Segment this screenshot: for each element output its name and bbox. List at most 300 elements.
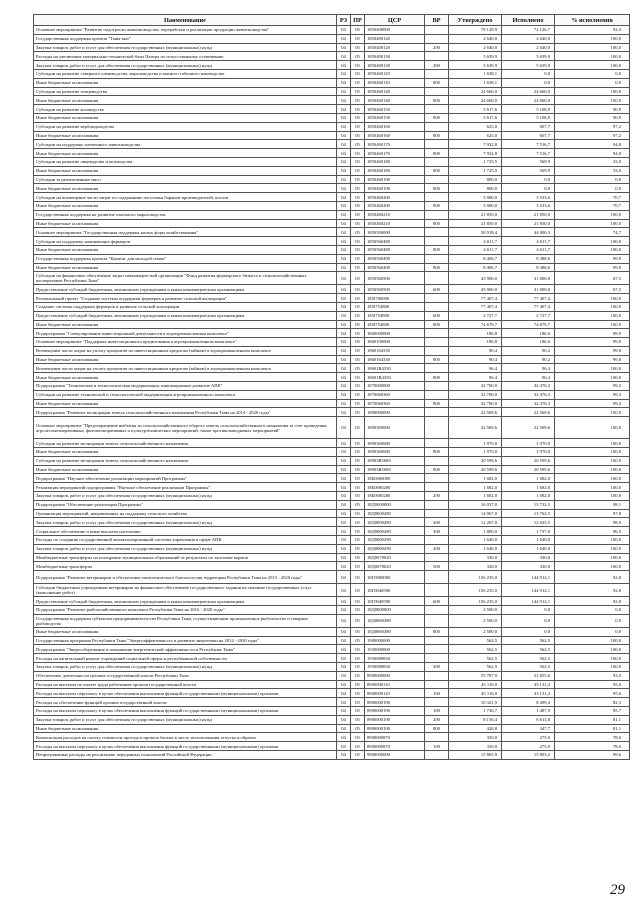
table-row bbox=[34, 69, 630, 78]
cell-pr: 05 bbox=[351, 654, 365, 663]
cell-name: Субсидии на поддержку племенного животноводства bbox=[34, 140, 337, 149]
cell-rz: 04 bbox=[337, 157, 351, 166]
cell-percent: 70,7 bbox=[555, 201, 630, 210]
table-row bbox=[34, 131, 630, 140]
cell-vr bbox=[425, 329, 449, 338]
cell-approved: 2 500,0 bbox=[449, 627, 502, 636]
cell-vr: 800 bbox=[425, 320, 449, 329]
cell-vr bbox=[425, 614, 449, 627]
cell-pr: 05 bbox=[351, 680, 365, 689]
cell-csr: 18Г0040590 bbox=[365, 597, 425, 606]
cell-executed: 8 388,6 bbox=[502, 263, 555, 272]
cell-name: Иные бюджетные ассигнования bbox=[34, 96, 337, 105]
cell-executed: 5 108,9 bbox=[502, 105, 555, 114]
cell-vr: 600 bbox=[425, 597, 449, 606]
table-row bbox=[34, 87, 630, 96]
cell-pr: 05 bbox=[351, 492, 365, 501]
cell-rz: 04 bbox=[337, 492, 351, 501]
cell-approved: 350,0 bbox=[449, 742, 502, 751]
cell-executed: 0,0 bbox=[502, 614, 555, 627]
cell-name: Подпрограмма "Стимулирование инвестиционной деятельности в агропромышленном комплексе" bbox=[34, 329, 337, 338]
cell-csr: 18Д0078020 bbox=[365, 553, 425, 562]
cell-vr bbox=[425, 26, 449, 35]
cell-vr bbox=[425, 698, 449, 707]
cell-vr bbox=[425, 474, 449, 483]
cell-csr: 18601R4330 bbox=[365, 373, 425, 382]
cell-rz: 04 bbox=[337, 364, 351, 373]
cell-pr: 05 bbox=[351, 338, 365, 347]
table-row bbox=[34, 645, 630, 654]
cell-percent: 0,0 bbox=[555, 69, 630, 78]
cell-csr: 1890360680 bbox=[365, 448, 425, 457]
table-row bbox=[34, 355, 630, 364]
budget-report-page bbox=[33, 14, 629, 760]
table-row bbox=[34, 302, 630, 311]
cell-pr: 05 bbox=[351, 254, 365, 263]
cell-vr bbox=[425, 733, 449, 742]
cell-executed: 24 660,0 bbox=[502, 96, 555, 105]
cell-rz: 04 bbox=[337, 219, 351, 228]
cell-rz: 04 bbox=[337, 671, 351, 680]
cell-csr: 1860100000 bbox=[365, 338, 425, 347]
cell-vr bbox=[425, 509, 449, 518]
cell-vr bbox=[425, 140, 449, 149]
cell-pr: 05 bbox=[351, 355, 365, 364]
cell-percent: 94,8 bbox=[555, 149, 630, 158]
cell-vr: 800 bbox=[425, 399, 449, 408]
cell-percent: 92,8 bbox=[555, 571, 630, 584]
cell-approved: 156 235,0 bbox=[449, 597, 502, 606]
cell-pr: 05 bbox=[351, 536, 365, 545]
table-row bbox=[34, 654, 630, 663]
cell-percent: 100,0 bbox=[555, 448, 630, 457]
cell-pr: 05 bbox=[351, 34, 365, 43]
cell-name: Иные бюджетные ассигнования bbox=[34, 399, 337, 408]
table-row bbox=[34, 636, 630, 645]
cell-csr: 1850460200 bbox=[365, 193, 425, 202]
cell-pr: 05 bbox=[351, 193, 365, 202]
cell-rz: 04 bbox=[337, 311, 351, 320]
cell-percent: 99,3 bbox=[555, 382, 630, 391]
cell-percent: 100,0 bbox=[555, 536, 630, 545]
table-row bbox=[34, 166, 630, 175]
cell-csr: 18Д0000290 bbox=[365, 536, 425, 545]
cell-approved: 74 679,7 bbox=[449, 320, 502, 329]
cell-pr: 05 bbox=[351, 346, 365, 355]
cell-csr: 8900000870 bbox=[365, 733, 425, 742]
cell-rz: 04 bbox=[337, 26, 351, 35]
cell-approved: 2 500,0 bbox=[449, 606, 502, 615]
cell-name: Закупка товаров, работ и услуг для обеспечения государственных (муниципальных) нужд bbox=[34, 43, 337, 52]
cell-approved: 20 599,6 bbox=[449, 456, 502, 465]
table-row bbox=[34, 500, 630, 509]
cell-executed: 74 679,7 bbox=[502, 320, 555, 329]
cell-vr bbox=[425, 52, 449, 61]
cell-executed: 96,4 bbox=[502, 364, 555, 373]
cell-executed: 1 682,0 bbox=[502, 474, 555, 483]
cell-name: Подпрограмма "Развитие мелиорации земель сельскохозяйственного назначения Республики Тыва на 2014 - 2020 годы" bbox=[34, 408, 337, 417]
cell-executed: 5 639,9 bbox=[502, 52, 555, 61]
table-row bbox=[34, 122, 630, 131]
cell-csr: 18Б0000280 bbox=[365, 483, 425, 492]
cell-name: Расходы на выплаты по оплате труда работников органов государственной власти bbox=[34, 680, 337, 689]
cell-vr bbox=[425, 346, 449, 355]
cell-percent: 100,0 bbox=[555, 654, 630, 663]
cell-csr: 8900000190 bbox=[365, 724, 425, 733]
cell-rz: 04 bbox=[337, 536, 351, 545]
cell-name: Основное мероприятие "Предотвращение выбытия из сельскохозяйственного оборота земель сельскохозяйственного назначения за счет проведения агролесомелиоративных, фитомелиоративных и культуртехнических мероприятий, также противопаводковых мероприятий" bbox=[34, 417, 337, 439]
cell-percent: 99,6 bbox=[555, 750, 630, 759]
cell-rz: 04 bbox=[337, 527, 351, 536]
cell-rz: 04 bbox=[337, 645, 351, 654]
cell-rz: 04 bbox=[337, 614, 351, 627]
cell-approved: 562,5 bbox=[449, 663, 502, 672]
table-row bbox=[34, 254, 630, 263]
cell-csr: 1850460180 bbox=[365, 157, 425, 166]
cell-approved: 1 640,0 bbox=[449, 544, 502, 553]
cell-approved: 77 407,4 bbox=[449, 294, 502, 303]
cell-approved: 5 639,9 bbox=[449, 52, 502, 61]
cell-name: Иные бюджетные ассигнования bbox=[34, 201, 337, 210]
cell-name: Расходы на капитальный ремонт учреждений социальной сферы и респубманской собственности bbox=[34, 654, 337, 663]
cell-pr: 05 bbox=[351, 715, 365, 724]
cell-vr bbox=[425, 390, 449, 399]
table-row bbox=[34, 210, 630, 219]
cell-vr: 200 bbox=[425, 43, 449, 52]
cell-csr: 1850560490 bbox=[365, 263, 425, 272]
cell-pr: 05 bbox=[351, 52, 365, 61]
cell-percent: 90,9 bbox=[555, 105, 630, 114]
cell-vr: 800 bbox=[425, 201, 449, 210]
cell-approved: 1 638,1 bbox=[449, 78, 502, 87]
cell-name: Подпрограмма "Развитие рыбохозяйственного комплекса Республики Тыва на 2016 - 2020 годы" bbox=[34, 606, 337, 615]
cell-approved: 1 970,0 bbox=[449, 439, 502, 448]
cell-pr: 05 bbox=[351, 606, 365, 615]
table-row bbox=[34, 597, 630, 606]
cell-approved: 330,0 bbox=[449, 562, 502, 571]
cell-percent: 100,0 bbox=[555, 61, 630, 70]
cell-pr: 05 bbox=[351, 166, 365, 175]
cell-name: Закупка товаров, работ и услуг для обеспечения государственных (муниципальных) нужд bbox=[34, 544, 337, 553]
cell-approved: 55 787,9 bbox=[449, 671, 502, 680]
cell-vr bbox=[425, 237, 449, 246]
cell-rz: 04 bbox=[337, 706, 351, 715]
table-header-row bbox=[34, 15, 630, 26]
cell-rz: 04 bbox=[337, 69, 351, 78]
cell-approved: 5 617,6 bbox=[449, 105, 502, 114]
cell-csr: 1850560500 bbox=[365, 285, 425, 294]
table-row bbox=[34, 294, 630, 303]
cell-name: Государственная поддержка проекта "Кыштаг для молодой семьи" bbox=[34, 254, 337, 263]
cell-rz: 04 bbox=[337, 399, 351, 408]
cell-approved: 58 918,4 bbox=[449, 228, 502, 237]
cell-vr: 200 bbox=[425, 663, 449, 672]
cell-executed: 77 407,4 bbox=[502, 294, 555, 303]
table-row bbox=[34, 272, 630, 285]
cell-pr: 05 bbox=[351, 500, 365, 509]
cell-approved: 8 156,4 bbox=[449, 715, 502, 724]
cell-name: Иные бюджетные ассигнования bbox=[34, 627, 337, 636]
cell-name: Подпрограмма "Энергосбережение и повышение энергетической эффективности в Республике Тыва" bbox=[34, 645, 337, 654]
cell-csr: 1850400120 bbox=[365, 34, 425, 43]
cell-approved: 186,8 bbox=[449, 338, 502, 347]
cell-name: Государственная программа Республики Тыва "Энергоэффективность и развитие энергетики на 2014 - 2020 годы" bbox=[34, 636, 337, 645]
cell-percent: 100,0 bbox=[555, 553, 630, 562]
header-executed: Исполнено bbox=[502, 15, 555, 26]
cell-approved: 16 037,0 bbox=[449, 500, 502, 509]
cell-csr: 18Д0078020 bbox=[365, 562, 425, 571]
cell-percent: 81,1 bbox=[555, 724, 630, 733]
table-row bbox=[34, 140, 630, 149]
cell-percent: 100,0 bbox=[555, 465, 630, 474]
cell-executed: 5 639,9 bbox=[502, 61, 555, 70]
cell-vr bbox=[425, 645, 449, 654]
cell-name: Реализация мероприятий подпрограммы "Научное обеспечение реализации Программы" bbox=[34, 483, 337, 492]
header-csr: ЦСР bbox=[365, 15, 425, 26]
cell-pr: 05 bbox=[351, 175, 365, 184]
cell-pr: 05 bbox=[351, 636, 365, 645]
cell-name: Предоставление субсидий бюджетным, автономным учреждениям и иным некоммерческим организациям bbox=[34, 311, 337, 320]
cell-pr: 05 bbox=[351, 69, 365, 78]
table-row bbox=[34, 750, 630, 759]
cell-name: Иные бюджетные ассигнования bbox=[34, 166, 337, 175]
cell-name: Иные бюджетные ассигнования bbox=[34, 263, 337, 272]
header-vr: ВР bbox=[425, 15, 449, 26]
cell-approved: 90,4 bbox=[449, 355, 502, 364]
cell-csr: 18903R5680 bbox=[365, 456, 425, 465]
cell-executed: 21 850,0 bbox=[502, 219, 555, 228]
cell-approved: 5 617,6 bbox=[449, 113, 502, 122]
table-row bbox=[34, 26, 630, 35]
cell-csr: 1860164330 bbox=[365, 355, 425, 364]
table-row bbox=[34, 680, 630, 689]
cell-csr: 1850460150 bbox=[365, 105, 425, 114]
cell-rz: 04 bbox=[337, 272, 351, 285]
cell-rz: 04 bbox=[337, 346, 351, 355]
table-row bbox=[34, 228, 630, 237]
cell-executed: 31 000,0 bbox=[502, 272, 555, 285]
cell-percent: 97,2 bbox=[555, 122, 630, 131]
cell-rz: 04 bbox=[337, 140, 351, 149]
cell-vr: 800 bbox=[425, 96, 449, 105]
cell-percent: 96,5 bbox=[555, 527, 630, 536]
cell-rz: 04 bbox=[337, 193, 351, 202]
cell-percent: 100,0 bbox=[555, 663, 630, 672]
cell-rz: 04 bbox=[337, 254, 351, 263]
cell-approved: 5 639,9 bbox=[449, 61, 502, 70]
cell-pr: 05 bbox=[351, 742, 365, 751]
cell-percent: 94,8 bbox=[555, 140, 630, 149]
cell-pr: 05 bbox=[351, 78, 365, 87]
cell-percent: 92,8 bbox=[555, 584, 630, 597]
table-row bbox=[34, 329, 630, 338]
cell-executed: 43 131,2 bbox=[502, 680, 555, 689]
cell-name: Субсидии на развитие технической и технологической модернизации агропромышленного комплекса bbox=[34, 390, 337, 399]
cell-percent: 0,0 bbox=[555, 614, 630, 627]
cell-name: Иные бюджетные ассигнования bbox=[34, 245, 337, 254]
cell-csr: 18Г0000000 bbox=[365, 571, 425, 584]
cell-approved: 1 638,1 bbox=[449, 69, 502, 78]
table-row bbox=[34, 417, 630, 439]
cell-pr: 05 bbox=[351, 465, 365, 474]
cell-executed: 15 732,5 bbox=[502, 500, 555, 509]
cell-vr bbox=[425, 34, 449, 43]
cell-csr: 1890000000 bbox=[365, 408, 425, 417]
cell-executed: 569,9 bbox=[502, 166, 555, 175]
cell-csr: 1850460110 bbox=[365, 69, 425, 78]
cell-executed: 7 516,7 bbox=[502, 149, 555, 158]
cell-executed: 144 912,1 bbox=[502, 584, 555, 597]
table-row bbox=[34, 399, 630, 408]
cell-percent: 92,8 bbox=[555, 597, 630, 606]
cell-rz: 04 bbox=[337, 373, 351, 382]
cell-approved: 32 700,0 bbox=[449, 390, 502, 399]
cell-name: Подпрограмма "Научное обеспечение реализации мероприятий Программы" bbox=[34, 474, 337, 483]
cell-name: Субсидии на развитие мелиорации земель сельскохозяйственного назначения bbox=[34, 439, 337, 448]
cell-pr: 05 bbox=[351, 210, 365, 219]
cell-csr: 185I754800 bbox=[365, 302, 425, 311]
table-row bbox=[34, 492, 630, 501]
cell-name: Непрограммные расходы на реализацию переданных полномочий Российской Федерации bbox=[34, 750, 337, 759]
cell-percent: 100,0 bbox=[555, 245, 630, 254]
cell-csr: 8900000000 bbox=[365, 671, 425, 680]
cell-percent: 100,0 bbox=[555, 474, 630, 483]
cell-approved: 156 235,0 bbox=[449, 571, 502, 584]
table-row bbox=[34, 518, 630, 527]
cell-approved: 1 640,0 bbox=[449, 536, 502, 545]
cell-percent: 92,3 bbox=[555, 26, 630, 35]
cell-percent: 95,6 bbox=[555, 689, 630, 698]
cell-vr bbox=[425, 584, 449, 597]
cell-name: Государственная поддержка субъектам предпринимательства Республики Тыва, осуществляющим промышленное рыболовство и товарное рыбоводство bbox=[34, 614, 337, 627]
cell-vr bbox=[425, 272, 449, 285]
cell-executed: 4 611,7 bbox=[502, 245, 555, 254]
cell-percent: 100,0 bbox=[555, 96, 630, 105]
cell-approved: 4 611,7 bbox=[449, 245, 502, 254]
cell-percent: 85,7 bbox=[555, 706, 630, 715]
cell-executed: 2 640,0 bbox=[502, 43, 555, 52]
cell-name: Субсидии бюджетным учреждениям ветеринарии на финансовое обеспечение государственного задания на оказание государственных услуг (выполнение работ) bbox=[34, 584, 337, 597]
cell-name: Основное мероприятие "Поддержка инвестиционного кредитования в агропромышленном комплексе" bbox=[34, 338, 337, 347]
cell-csr: 1850560480 bbox=[365, 245, 425, 254]
cell-vr: 800 bbox=[425, 373, 449, 382]
cell-approved: 7 932,8 bbox=[449, 140, 502, 149]
cell-vr: 800 bbox=[425, 78, 449, 87]
header-pr: ПР bbox=[351, 15, 365, 26]
cell-approved: 45 116,0 bbox=[449, 680, 502, 689]
cell-percent: 99,3 bbox=[555, 399, 630, 408]
cell-pr: 05 bbox=[351, 263, 365, 272]
cell-csr: 1850460110 bbox=[365, 78, 425, 87]
cell-vr: 800 bbox=[425, 448, 449, 457]
cell-pr: 05 bbox=[351, 439, 365, 448]
header-percent: % исполнения bbox=[555, 15, 630, 26]
cell-approved: 330,0 bbox=[449, 553, 502, 562]
cell-name: Подпрограмма "Развитие ветеринарии и обеспечение эпизоотического благополучия территории Республики Тыва на 2015 - 2020 годы" bbox=[34, 571, 337, 584]
cell-rz: 04 bbox=[337, 417, 351, 439]
cell-name: Расходы на обеспечение функций органов государственной власти bbox=[34, 698, 337, 707]
cell-approved: 428,8 bbox=[449, 724, 502, 733]
cell-name: Расходы на увеличение материально-технической базы Центра по искусственному осеменению bbox=[34, 52, 337, 61]
cell-percent: 98,0 bbox=[555, 518, 630, 527]
cell-vr bbox=[425, 439, 449, 448]
cell-vr bbox=[425, 500, 449, 509]
cell-executed: 6 613,8 bbox=[502, 715, 555, 724]
cell-name: Субсидии на поддержку начинающих фермеров bbox=[34, 237, 337, 246]
cell-approved: 96,4 bbox=[449, 373, 502, 382]
cell-pr: 05 bbox=[351, 645, 365, 654]
cell-rz: 04 bbox=[337, 750, 351, 759]
cell-approved: 1 970,0 bbox=[449, 448, 502, 457]
cell-vr bbox=[425, 122, 449, 131]
cell-rz: 04 bbox=[337, 149, 351, 158]
cell-rz: 04 bbox=[337, 448, 351, 457]
cell-pr: 05 bbox=[351, 527, 365, 536]
cell-rz: 04 bbox=[337, 465, 351, 474]
cell-rz: 04 bbox=[337, 131, 351, 140]
cell-name: Компенсация расходов на оплату стоимости проезда и провоза багажа к месту использования отпуска и обратно bbox=[34, 733, 337, 742]
cell-vr: 800 bbox=[425, 131, 449, 140]
cell-approved: 8 406,7 bbox=[449, 263, 502, 272]
cell-pr: 05 bbox=[351, 61, 365, 70]
cell-executed: 2 640,0 bbox=[502, 34, 555, 43]
cell-rz: 04 bbox=[337, 105, 351, 114]
cell-pr: 05 bbox=[351, 448, 365, 457]
cell-name: Закупка товаров, работ и услуг для обеспечения государственных (муниципальных) нужд bbox=[34, 518, 337, 527]
table-row bbox=[34, 105, 630, 114]
cell-vr bbox=[425, 680, 449, 689]
cell-executed: 4 611,7 bbox=[502, 237, 555, 246]
cell-pr: 05 bbox=[351, 706, 365, 715]
cell-rz: 04 bbox=[337, 562, 351, 571]
cell-vr bbox=[425, 571, 449, 584]
cell-executed: 1 682,0 bbox=[502, 483, 555, 492]
cell-name: Иные бюджетные ассигнования bbox=[34, 131, 337, 140]
cell-rz: 04 bbox=[337, 285, 351, 294]
cell-name: Региональный проект "Создание системы поддержки фермеров и развитие сельской кооперации" bbox=[34, 294, 337, 303]
cell-percent: 99,9 bbox=[555, 329, 630, 338]
table-row bbox=[34, 263, 630, 272]
cell-approved: 562,5 bbox=[449, 654, 502, 663]
cell-vr: 800 bbox=[425, 263, 449, 272]
cell-executed: 32 476,3 bbox=[502, 390, 555, 399]
cell-rz: 04 bbox=[337, 355, 351, 364]
cell-pr: 05 bbox=[351, 614, 365, 627]
cell-approved: 12 267,0 bbox=[449, 518, 502, 527]
cell-vr: 800 bbox=[425, 245, 449, 254]
cell-executed: 22 569,6 bbox=[502, 408, 555, 417]
cell-name: Иные бюджетные ассигнования bbox=[34, 149, 337, 158]
cell-vr bbox=[425, 302, 449, 311]
cell-pr: 05 bbox=[351, 518, 365, 527]
cell-pr: 05 bbox=[351, 584, 365, 597]
cell-name: Основное мероприятие "Развитие подотрасли животноводства, переработки и реализации продукции животноводства" bbox=[34, 26, 337, 35]
cell-executed: 21 850,0 bbox=[502, 210, 555, 219]
cell-name: Субсидии на возмещение части затрат по содержанию поголовья баранов-производителей, козлов bbox=[34, 193, 337, 202]
cell-csr: 1850460190 bbox=[365, 175, 425, 184]
cell-percent: 97,2 bbox=[555, 131, 630, 140]
cell-executed: 275,0 bbox=[502, 742, 555, 751]
cell-approved: 625,0 bbox=[449, 122, 502, 131]
cell-rz: 04 bbox=[337, 654, 351, 663]
cell-executed: 44 000,3 bbox=[502, 228, 555, 237]
cell-approved: 562,5 bbox=[449, 645, 502, 654]
cell-executed: 1 737,0 bbox=[502, 527, 555, 536]
cell-vr bbox=[425, 606, 449, 615]
table-row bbox=[34, 715, 630, 724]
cell-vr bbox=[425, 157, 449, 166]
cell-csr: 18903R5680 bbox=[365, 465, 425, 474]
